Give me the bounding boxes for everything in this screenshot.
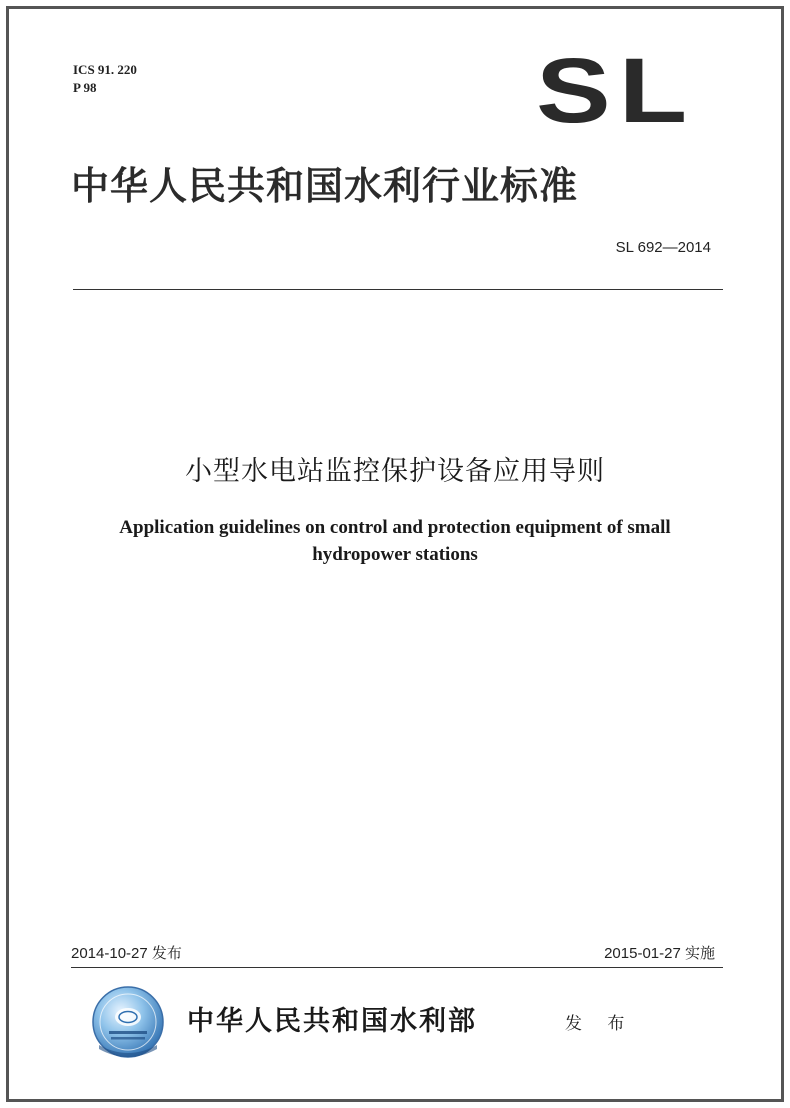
bottom-divider [71,967,723,968]
standard-number: SL 692—2014 [615,239,711,256]
issue-date: 2014-10-27 发布 [71,945,182,962]
standard-cover-page [6,6,784,1102]
publish-label: 发 布 [565,1014,635,1034]
english-document-title [49,514,741,568]
ics-code: ICS 91. 220 [73,62,137,77]
english-title-line-1: Application guidelines on control and protection equipment of small [119,517,671,538]
top-divider [73,289,723,290]
issuing-authority: 中华人民共和国水利部 [187,1006,477,1037]
chinese-document-title: 小型水电站监控保护设备应用导则 [185,456,605,487]
organization-standard-title: 中华人民共和国水利行业标准 [71,164,579,208]
classification-codes [73,61,137,97]
implementation-date: 2015-01-27 实施 [604,945,715,962]
english-title-line-2: hydropower stations [312,544,478,565]
sl-logo: SL [536,39,696,142]
anti-counterfeit-hologram-icon [91,985,165,1059]
ccs-code: P 98 [73,80,97,95]
